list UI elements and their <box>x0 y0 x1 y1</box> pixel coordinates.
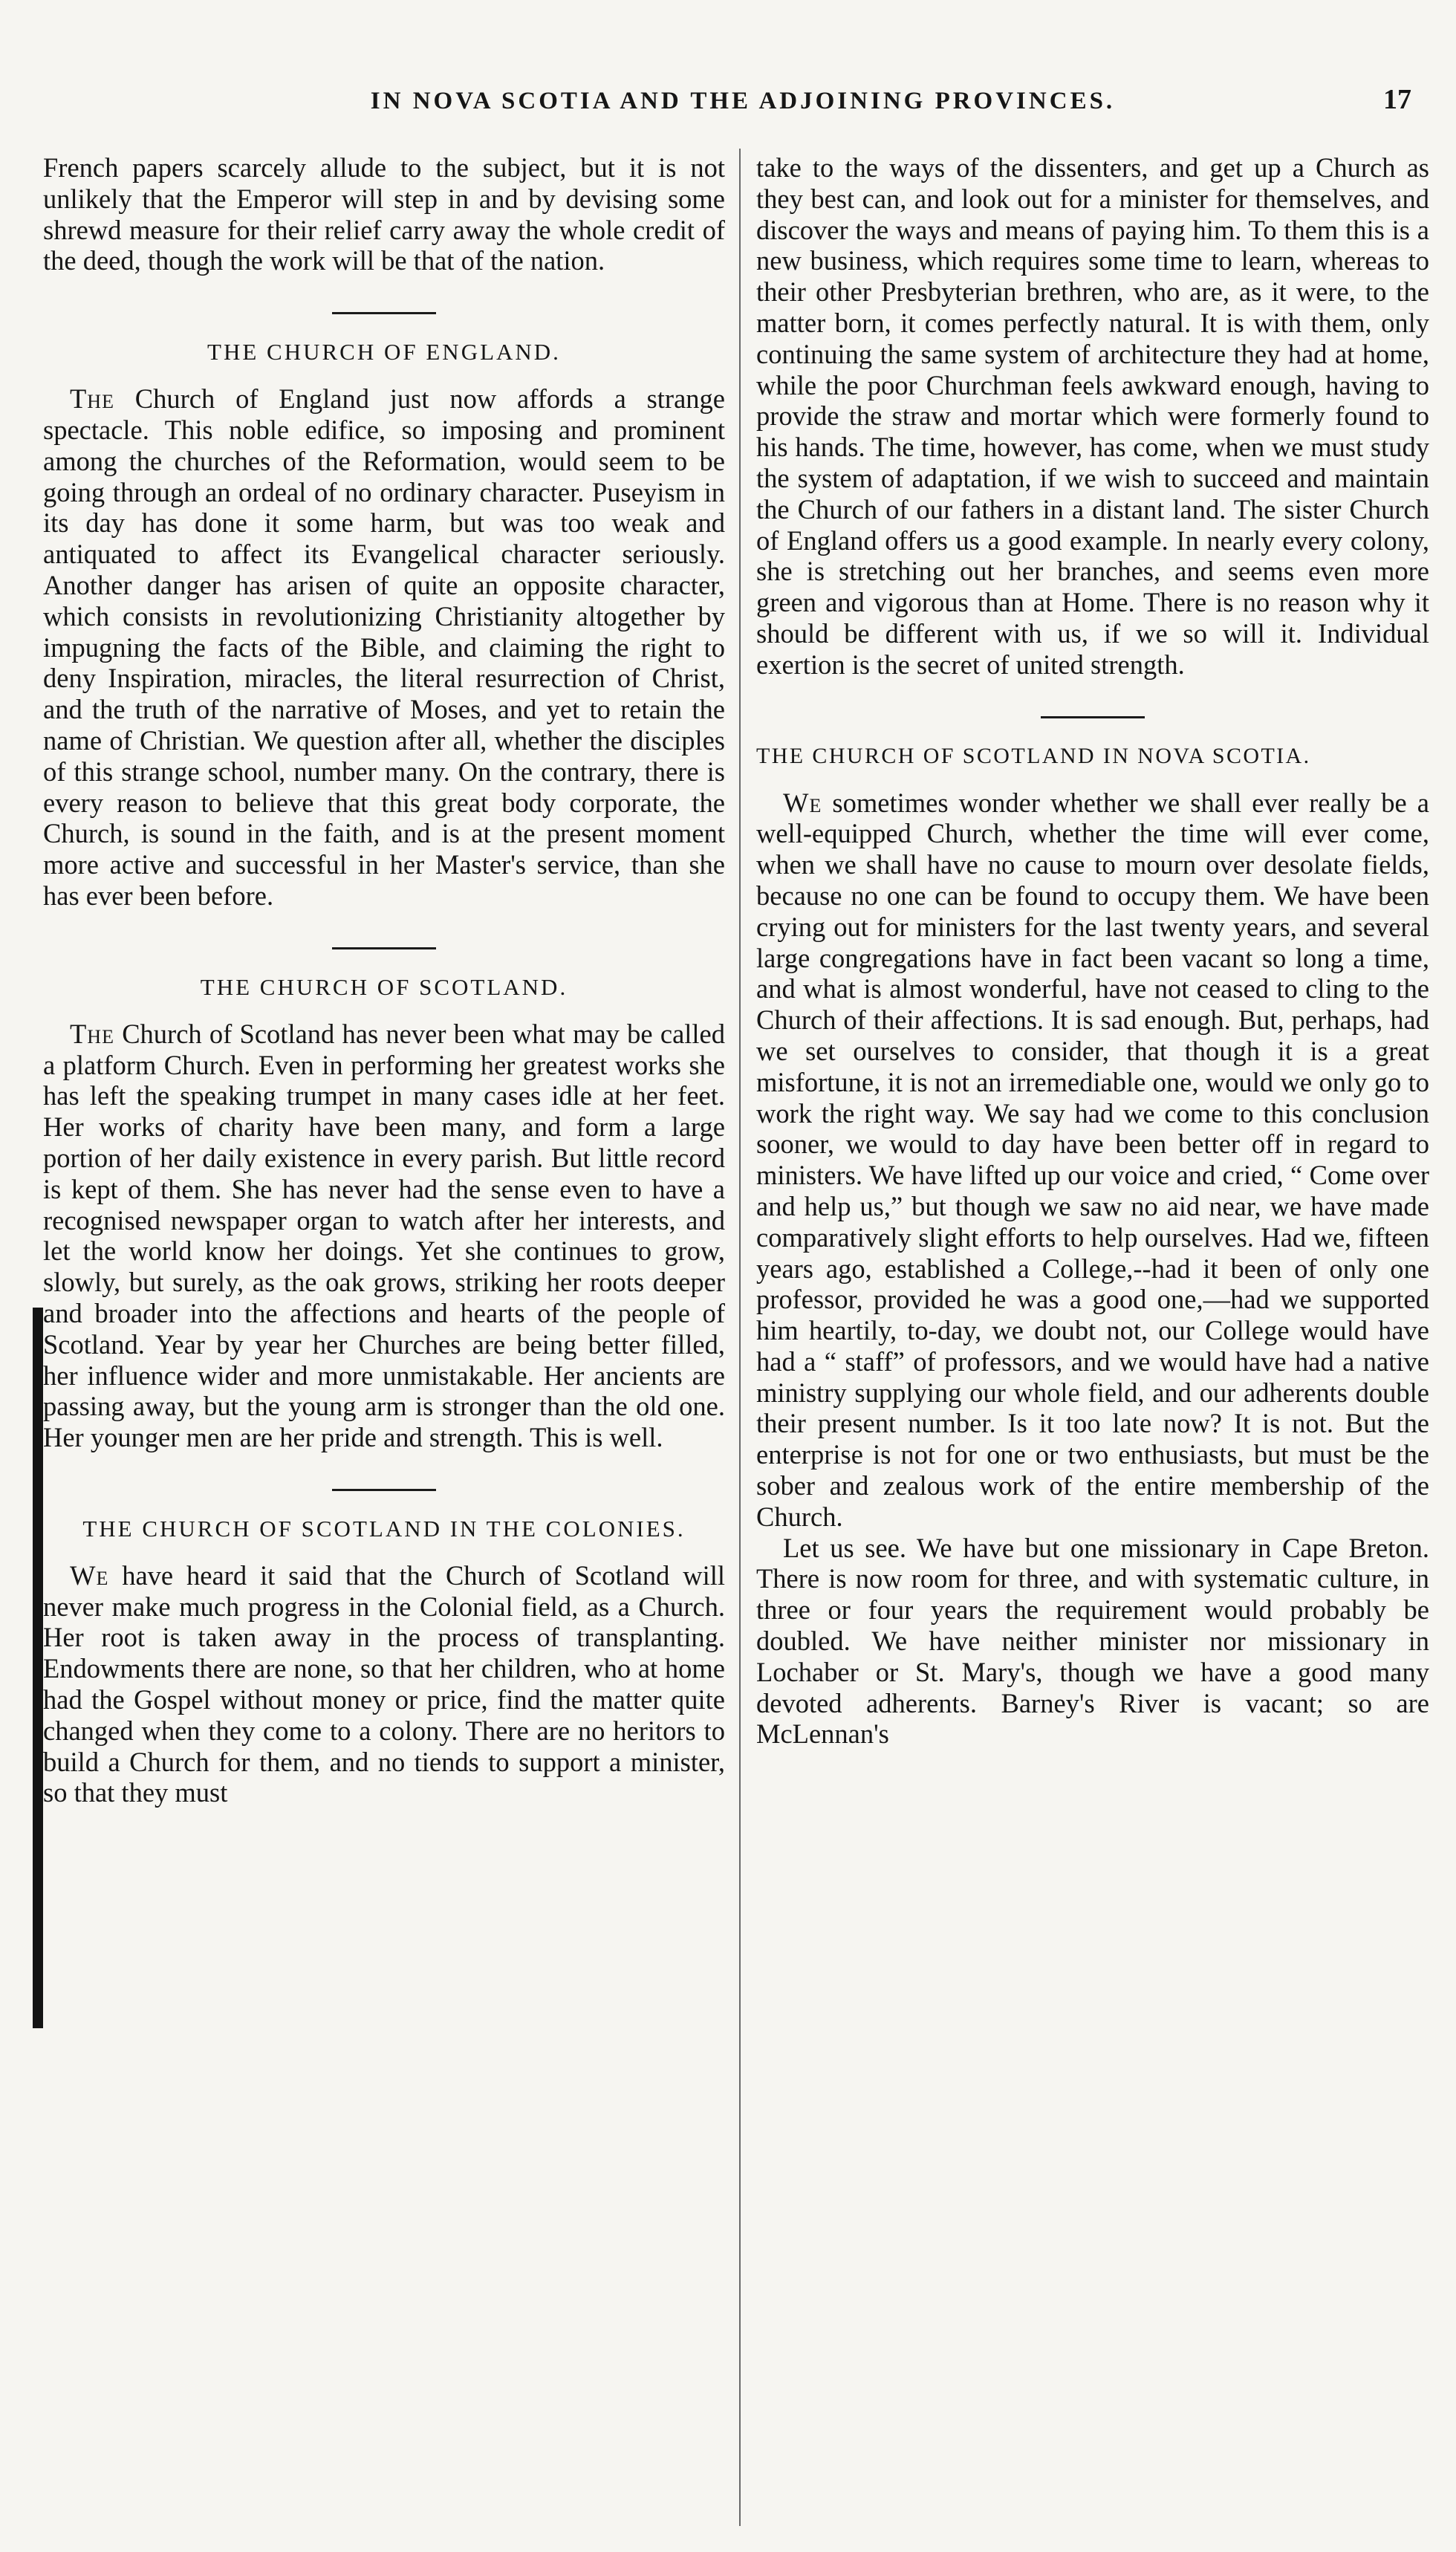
lead-word: We <box>70 1559 109 1591</box>
section-rule <box>1041 716 1145 718</box>
left-column <box>43 152 725 2522</box>
section-heading-church-in-colonies: THE CHURCH OF SCOTLAND IN THE COLONIES. <box>82 1515 686 1542</box>
section-heading-church-in-nova-scotia: THE CHURCH OF SCOTLAND IN NOVA SCOTIA. <box>756 743 1311 768</box>
section-heading-church-of-england: THE CHURCH OF ENGLAND. <box>207 339 561 366</box>
section-rule <box>332 312 436 314</box>
paragraph-body: Church of Scotland has never been what may be called a platform Church. Even in performing her greatest works she has left the speaking trumpet in many cases idle at her feet. Her works of charity have been many, and form a large portion of her daily existence in every parish. But little record is kept of them. She has never had the sense even to have a recognised newspaper organ to watch after her interests, and let the world know her doings. Yet she continues to grow, slowly, but surely, as the oak grows, striking her roots deeper and broader into the affections and hearts of the people of Scotland. Year by year her Churches are being better filled, her influence wider and more unmistakable. Her ancients are passing away, but the young arm is stronger than the old one. Her younger men are her pride and strength. This is well. <box>43 1018 725 1453</box>
continued-paragraph: French papers scarcely allude to the subject, but it is not unlikely that the Emperor will step in and by devising some shrewd measure for their relief carry away the whole credit of the deed, though the work will be that of the nation. <box>43 152 725 276</box>
lead-word: We <box>783 787 822 818</box>
section-rule <box>332 947 436 949</box>
continued-paragraph: take to the ways of the dissenters, and get up a Church as they best can, and look out for a minister for themselves, and discover the ways and means of paying him. To them this is a new business, which requires some time to learn, whereas to their other Presbyterian brethren, who are, as it were, to the matter born, it comes perfectly natural. It is with them, only continuing the same system of architecture they had at home, while the poor Churchman feels awkward enough, having to provide the straw and mortar which were formerly found to his hands. The time, however, has come, when we must study the system of adaptation, if we wish to succeed and maintain the Church of our fathers in a distant land. The sister Church of England offers us a good example. In nearly every colony, she is stretching out her branches, and seems even more green and vigorous than at Home. There is no reason why it should be different with us, if we so will it. Individual exertion is the secret of united strength. <box>756 152 1429 680</box>
lead-word: The <box>70 383 114 415</box>
section-heading-church-of-scotland: THE CHURCH OF SCOTLAND. <box>200 973 568 1000</box>
page-number: 17 <box>1383 84 1411 115</box>
lead-word: The <box>70 1018 114 1049</box>
right-column <box>756 152 1429 2522</box>
paragraph-church-of-scotland <box>43 1019 725 1453</box>
running-header <box>59 84 1426 132</box>
paragraph-church-in-nova-scotia <box>756 788 1429 1533</box>
column-divider <box>739 149 741 2526</box>
paragraph-church-in-colonies <box>43 1560 725 1808</box>
paragraph-church-of-england <box>43 383 725 912</box>
paragraph-lets-us-see: Let us see. We have but one missionary in Cape Breton. There is now room for three, and with systematic culture, in three or four years the requirement would probably be doubled. We have neither minister nor missionary in Lochaber or St. Mary's, though we have a good many devoted adherents. Barney's River is vacant; so are McLennan's <box>756 1532 1429 1750</box>
margin-mark <box>33 1308 43 2028</box>
running-title: IN NOVA SCOTIA AND THE ADJOINING PROVINCES. <box>370 88 1116 114</box>
paragraph-body: Church of England just now affords a strange spectacle. This noble edifice, so imposing and prominent among the churches of the Reformation, would seem to be going through an ordeal of no ordinary character. Puseyism in its day has done it some harm, but was too weak and antiquated to affect its Evangelical character seriously. Another danger has arisen of quite an opposite character, which consists in revolutionizing Christianity altogether by impugning the facts of the Bible, and claiming the right to deny Inspiration, miracles, the literal resurrection of Christ, and the truth of the narrative of Moses, and yet to retain the name of Christian. We question after all, whether the disciples of this strange school, number many. On the contrary, there is every reason to believe that this great body corporate, the Church, is sound in the faith, and is at the present moment more active and successful in her Master's service, than she has ever been before. <box>43 383 725 911</box>
paragraph-body: have heard it said that the Church of Scotland will never make much progress in the Colonial field, as a Church. Her root is taken away in the process of transplanting. Endowments there are none, so that her children, who at home had the Gospel without money or price, find the matter quite changed when they come to a colony. There are no heritors to build a Church for them, and no tiends to support a minister, so that they must <box>43 1559 725 1808</box>
paragraph-body: sometimes wonder whether we shall ever really be a well-equipped Church, whether the time will ever come, when we shall have no cause to mourn over desolate fields, because no one can be found to occupy them. We have been crying out for ministers for the last twenty years, and several large congregations have in fact been vacant so long a time, and what is almost wonderful, have not ceased to cling to the Church of their affections. It is sad enough. But, perhaps, had we set ourselves to consider, that though it is a great misfortune, it is not an irremediable one, would we only go to work the right way. We say had we come to this conclusion sooner, we would to day have been better off in regard to ministers. We have lifted up our voice and cried, “ Come over and help us,” but though we saw no aid near, we have made comparatively slight efforts to help ourselves. Had we, fifteen years ago, established a College,--had it been of only one professor, provided he was a good one,—had we supported him heartily, to-day, we doubt not, our College would have had a “ staff” of professors, and we would have had a native ministry supplying our whole field, and our adherents double their present number. Is it too late now? It is not. But the enterprise is not for one or two enthusiasts, but must be the sober and zealous work of the entire membership of the Church. <box>756 787 1429 1532</box>
section-rule <box>332 1489 436 1491</box>
